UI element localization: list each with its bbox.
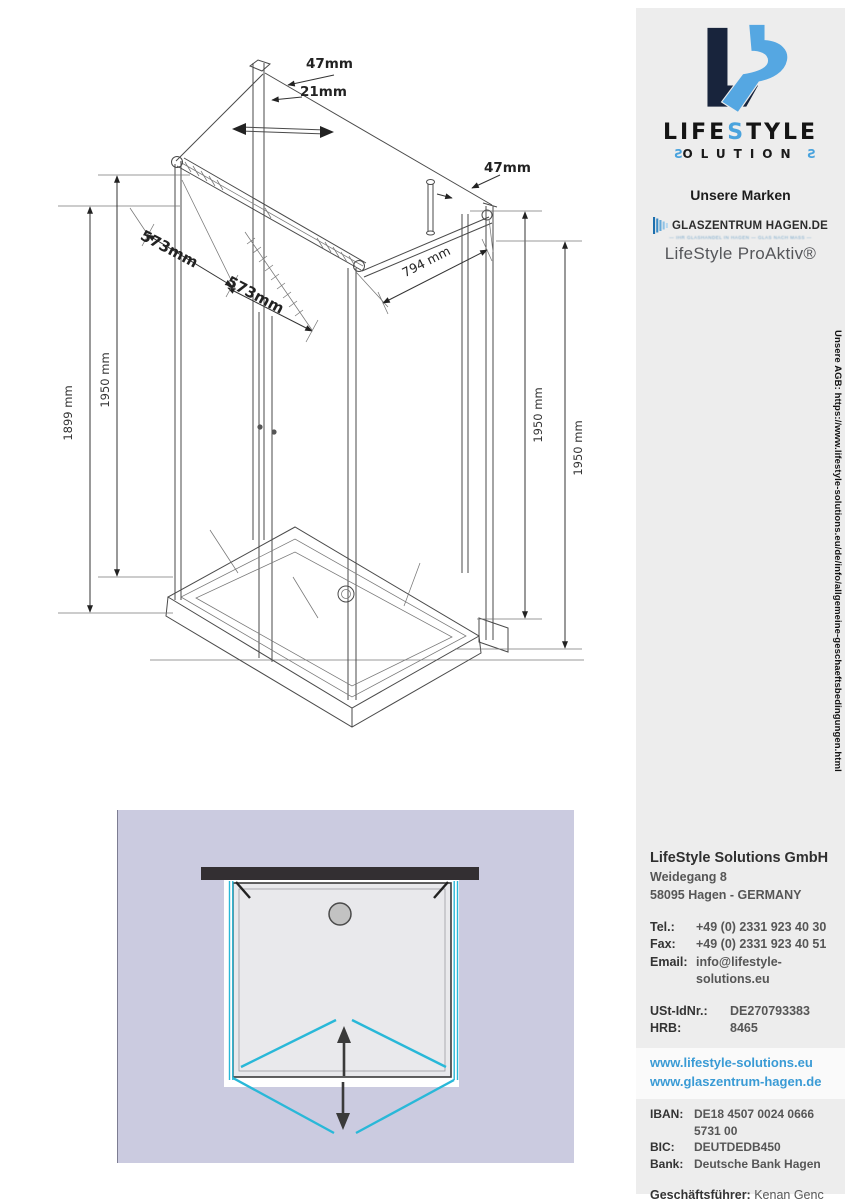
contact-block (650, 850, 840, 1038)
dim-label-47-right: 47mm (484, 160, 531, 176)
top-view-diagram (118, 810, 574, 1163)
agb-vertical-link[interactable]: Unsere AGB: https://www.lifestyle-solutions.eu/de/info/allgemeine-geschaeftsbedingungen.html (832, 330, 843, 772)
bank-label: Bank: (650, 1156, 684, 1171)
iban-label: IBAN: (650, 1107, 684, 1121)
dim-label-1950-right-inner: 1950 mm (531, 387, 545, 443)
top-view-panel (117, 810, 574, 1163)
dim-label-1950-right-outer: 1950 mm (571, 420, 585, 476)
dim-label-47-top: 47mm (306, 56, 353, 72)
dim-label-794: 794 mm (399, 242, 453, 281)
shower-enclosure-drawing (0, 0, 632, 790)
drain-icon (329, 903, 351, 925)
ustid-row (650, 1003, 840, 1020)
fax-row (650, 936, 840, 953)
brands-heading: Unsere Marken (690, 187, 791, 204)
company-city: 58095 Hagen - GERMANY (650, 887, 802, 902)
hrb-row (650, 1020, 840, 1037)
email-label: Email: (650, 954, 688, 969)
bic-label: BIC: (650, 1140, 675, 1155)
fax-label: Fax: (650, 937, 676, 952)
brand-sidebar (636, 8, 845, 1202)
ustid-value: DE270793383 (730, 1004, 810, 1018)
link-lifestyle-solutions[interactable]: www.lifestyle-solutions.eu (650, 1055, 813, 1070)
logo-solutions (636, 147, 845, 161)
tel-value: +49 (0) 2331 923 40 30 (696, 920, 827, 934)
bank-block (650, 1106, 842, 1202)
dim-label-1950-left: 1950 mm (98, 352, 112, 408)
tel-row (650, 919, 840, 936)
bank-value: Deutsche Bank Hagen (694, 1156, 821, 1171)
wordmark-pre: LIFE (662, 120, 728, 145)
hrb-label: HRB: (650, 1021, 682, 1036)
proaktiv-label: LifeStyle ProAktiv® (664, 244, 817, 264)
glaszentrum-label: GLASZENTRUM HAGEN.DE (671, 219, 829, 232)
fax-value: +49 (0) 2331 923 40 51 (696, 937, 827, 952)
ceo-label: Geschäftsführer: (650, 1188, 751, 1202)
dim-label-573-right: 573mm (223, 272, 288, 318)
bank-row (650, 1156, 842, 1173)
company-street: Weidegang 8 (650, 870, 727, 884)
ustid-label: USt-IdNr.: (650, 1004, 708, 1018)
logo-wordmark (636, 121, 845, 144)
email-value: info@lifestyle-solutions.eu (696, 954, 782, 986)
email-row (650, 954, 840, 989)
ls-monogram-icon (691, 24, 791, 114)
wordmark-post: TYLE (746, 120, 819, 145)
brand-glaszentrum (636, 217, 845, 234)
dim-label-1899: 1899 mm (61, 385, 75, 441)
iban-row (650, 1106, 842, 1139)
solutions-s1: S (665, 147, 683, 162)
wordmark-blue-s: S (727, 120, 747, 145)
dim-label-21: 21mm (300, 84, 347, 100)
bic-row (650, 1139, 842, 1156)
solutions-mid: OLUTION (682, 147, 799, 162)
ceo-value: Kenan Genc (754, 1188, 824, 1202)
glaszentrum-tagline: — IHR GLASHANDEL IN HAGEN — GLAS NACH MASS — (669, 235, 812, 241)
tel-label: Tel.: (650, 920, 675, 934)
website-links (636, 1048, 845, 1099)
dim-label-573-left: 573mm (137, 226, 202, 272)
glaszentrum-icon (653, 217, 669, 234)
link-glaszentrum-hagen[interactable]: www.glaszentrum-hagen.de (650, 1073, 822, 1089)
solutions-s2: S (798, 147, 816, 162)
hrb-value: 8465 (730, 1021, 758, 1036)
logo (636, 8, 845, 161)
iban-value: DE18 4507 0024 0666 5731 00 (694, 1107, 815, 1138)
bic-value: DEUTDEDB450 (694, 1140, 781, 1155)
company-name: LifeStyle Solutions GmbH (650, 850, 829, 866)
